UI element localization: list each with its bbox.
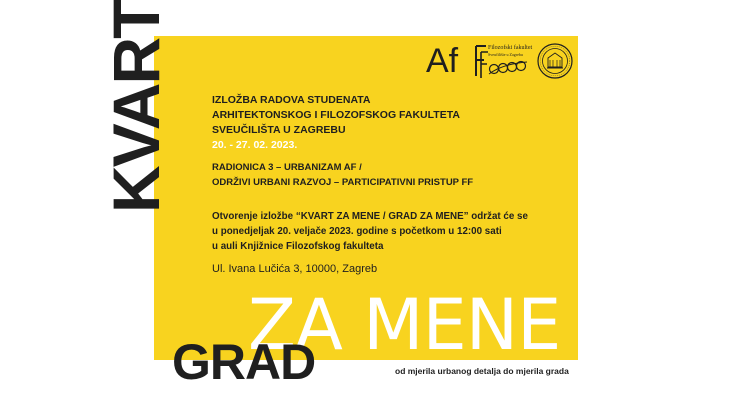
ff-logo-subtitle: Sveučilište u Zagrebu <box>488 52 523 57</box>
workshop-info <box>212 160 473 190</box>
opening-line-3: u auli Knjižnice Filozofskog fakulteta <box>212 241 384 252</box>
big-title-grad: GRAD <box>172 334 316 390</box>
address: Ul. Ivana Lučića 3, 10000, Zagreb <box>212 263 378 275</box>
big-title-za-mene: ZA MENE <box>248 284 561 366</box>
opening-line-1: Otvorenje izložbe “KVART ZA MENE / GRAD ZA MENE” održat će se <box>212 211 528 222</box>
opening-info <box>212 209 528 254</box>
vertical-title: KVART <box>99 0 173 213</box>
workshop-line-2: ODRŽIVI URBANI RAZVOJ – PARTICIPATIVNI PRISTUP FF <box>212 177 474 188</box>
exhibition-line-1: IZLOŽBA RADOVA STUDENATA <box>212 94 371 106</box>
exhibition-info <box>212 93 460 153</box>
af-logo: Af <box>426 42 459 80</box>
ff-logo-title: Filozofski fakultet <box>488 45 533 51</box>
workshop-line-1: RADIONICA 3 – URBANIZAM AF / <box>212 162 362 173</box>
exhibition-line-3: SVEUČILIŠTA U ZAGREBU <box>212 124 346 136</box>
opening-line-2: u ponedjeljak 20. veljače 2023. godine s početkom u 12:00 sati <box>212 226 502 237</box>
exhibition-line-2: ARHITEKTONSKOG I FILOZOFSKOG FAKULTETA <box>212 109 460 121</box>
tagline: od mjerila urbanog detalja do mjerila grada <box>395 366 569 376</box>
exhibition-dates: 20. - 27. 02. 2023. <box>212 139 298 151</box>
university-seal-icon <box>537 43 573 79</box>
